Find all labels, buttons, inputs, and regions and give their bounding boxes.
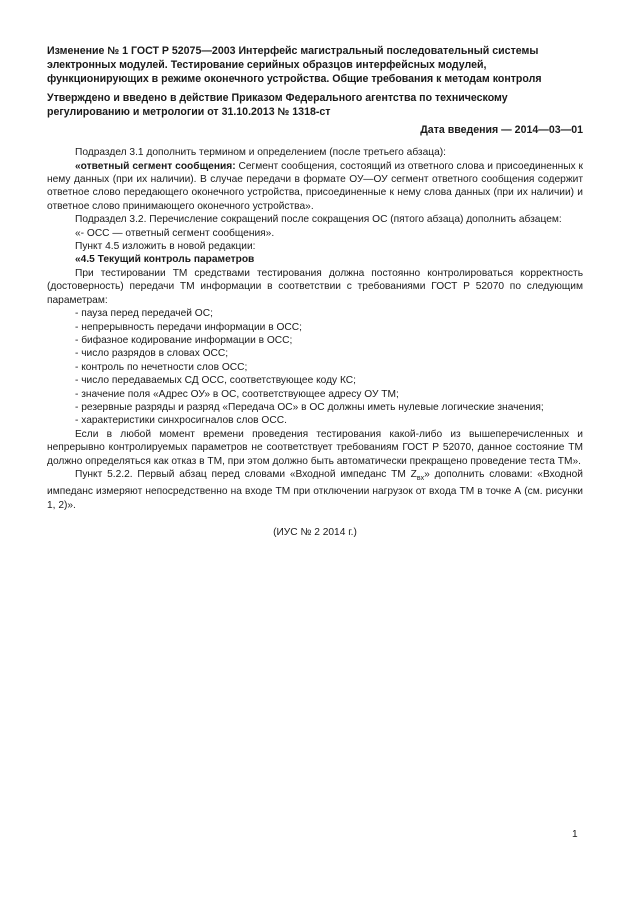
- paragraph-8: Если в любой момент времени проведения тестирования какой-либо из вышеперечисленных и непрерывно контролируемых параметров не соответствует требованиям ГОСТ Р 52070, данное состояние ТМ должно определяться как отказ в ТМ, при этом должно быть автоматически прекращено проведение теста ТМ».: [47, 428, 583, 467]
- list-item: - число передаваемых СД ОСС, соответствующее коду КС;: [75, 375, 356, 387]
- list-item: - пауза перед передачей ОС;: [75, 308, 213, 320]
- paragraph-4: «- ОСС — ответный сегмент сообщения».: [75, 227, 275, 239]
- term-label: «ответный сегмент сообщения:: [75, 160, 236, 172]
- list-item: - бифазное кодирование информации в ОСС;: [75, 334, 293, 346]
- paragraph-5: Пункт 4.5 изложить в новой редакции:: [75, 241, 256, 253]
- paragraph-2: [47, 160, 583, 214]
- section-heading: «4.5 Текущий контроль параметров: [75, 254, 255, 266]
- list-item: - резервные разряды и разряд «Передача ОС» в ОС должны иметь нулевые логические значения;: [75, 401, 544, 413]
- list-item: - характеристики синхросигналов слов ОСС.: [75, 415, 287, 427]
- page-number: 1: [572, 829, 578, 840]
- document-body: [47, 146, 583, 539]
- document-page: [47, 44, 583, 540]
- list-item: - контроль по нечетности слов ОСС;: [75, 361, 248, 373]
- paragraph-3: Подраздел 3.2. Перечисление сокращений после сокращения ОС (пятого абзаца) дополнить абзацем:: [75, 214, 562, 226]
- approval-note: Утверждено и введено в действие Приказом Федерального агентства по техническому регулированию и метрологии от 31.10.2013 № 1318-ст: [47, 91, 508, 118]
- document-title: Изменение № 1 ГОСТ Р 52075—2003 Интерфейс магистральный последовательный системы электронных модулей. Тестирование серийных образцов интерфейсных модулей, функционирующих в режиме оконечного устройства. Общие требования к методам контроля: [47, 45, 542, 86]
- paragraph-7: При тестировании ТМ средствами тестирования должна постоянно контролироваться корректность (достоверность) передачи ТМ информации в соответствии с требованиями ГОСТ Р 52070 по следующим параметрам:: [47, 267, 583, 306]
- list-item: - число разрядов в словах ОСС;: [75, 348, 229, 360]
- paragraph-1: Подраздел 3.1 дополнить термином и определением (после третьего абзаца):: [75, 147, 446, 159]
- subscript: вх: [416, 475, 425, 482]
- list-item: - значение поля «Адрес ОУ» в ОС, соответствующее адресу ОУ ТМ;: [75, 388, 399, 400]
- paragraph-9: Пункт 5.2.2. Первый абзац перед словами «Входной импеданс ТМ $Z_{вх}$» дополнить словами: «Входной импеданс измеряют непосредственно на входе ТМ при отключении нагрузок от входа ТМ в точке А (см. рисунки 1, 2)».: [47, 468, 583, 511]
- term-definition: Сегмент сообщения, состоящий из ответного слова и присоединенных к нему данных (при их наличии). В случае передачи в формате ОУ—ОУ сегмент ответного сообщения содержит ответное слово передающего оконечного устройства, присоединенные к нему слова данных (при их наличии) и ответное слово принимающего оконечного устройства».: [47, 160, 583, 212]
- source-note: (ИУС № 2 2014 г.): [273, 527, 357, 539]
- effective-date: Дата введения — 2014—03—01: [420, 124, 583, 137]
- list-item: - непрерывность передачи информации в ОСС;: [75, 321, 302, 333]
